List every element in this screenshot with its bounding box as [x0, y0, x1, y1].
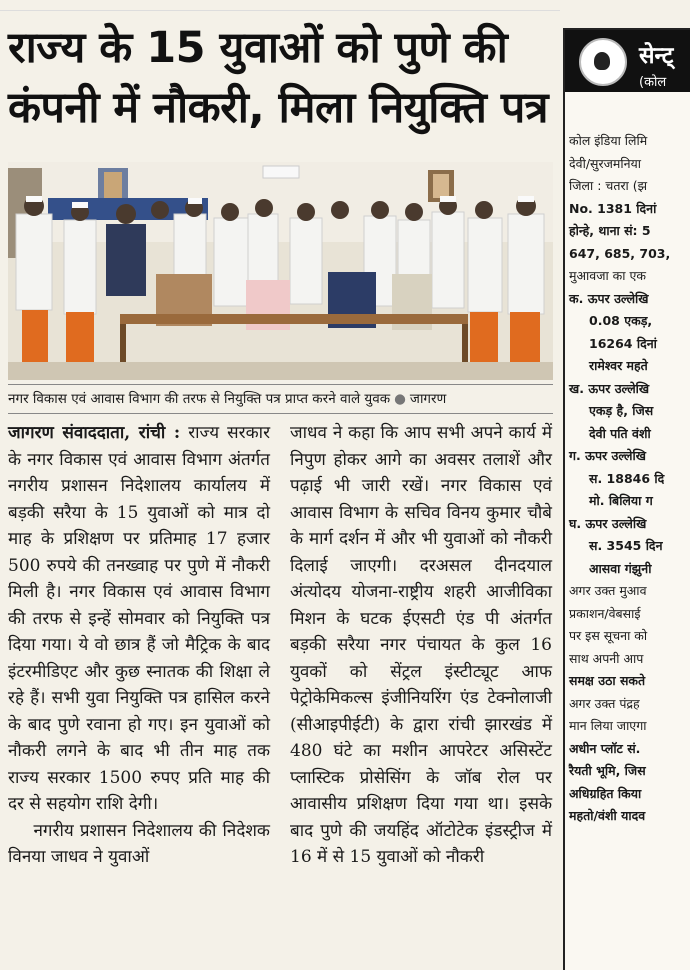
advertisement-line: घ. ऊपर उल्लेखि	[569, 515, 647, 531]
advertisement-line: रामेश्वर महते	[589, 358, 648, 373]
advertisement-subtitle: (कोल	[639, 75, 667, 90]
advertisement-line: अगर उक्त पंद्रह	[569, 695, 640, 711]
article-headline	[8, 18, 553, 138]
advertisement-line: जिला : चतरा (झ	[569, 178, 648, 193]
advertisement-line: कोल इंडिया लिमि	[569, 133, 648, 148]
paragraph-1-text: राज्य सरकार के नगर विकास एवं आवास विभाग अंतर्गत नगरीय प्रशासन निदेशालय कार्यालय में बड़की सरैया के 15 युवाओं को मात्र दो माह के प्रशिक्षण पर प्रतिमाह 17 हजार 500 रुपये की तनख्वाह पर पुणे में नौकरी मिली है। नगर विकास एवं आवास विभाग की तरफ से इन्हें सोमवार को नियुक्ति पत्र दिया गया। ये वो छात्र हैं जो मैट्रिक के बाद इंटरमीडिएट और कुछ स्नातक की शिक्षा ले रहे हैं। सभी युवा नियुक्ति पत्र हासिल करने के बाद पुणे रवाना हो गए। इन युवाओं को नौकरी लगने के बाद भी तीन माह तक राज्य सरकार 1500 रुपए प्रति माह की दर से सहयोग राशि देगी।	[8, 423, 271, 814]
advertisement-line: साथ अपनी आप	[569, 650, 644, 666]
advertisement-line: 16264 दिनां	[589, 335, 657, 351]
advertisement-line: प्रकाशन/वेबसाई	[569, 605, 641, 621]
advertisement-line: पर इस सूचना को	[569, 628, 648, 643]
bullet-icon: ●	[394, 391, 406, 407]
article-column-2	[290, 420, 552, 871]
advertisement-line: ख. ऊपर उल्लेखि	[569, 380, 650, 396]
group-photo-illustration	[8, 162, 553, 380]
advertisement-line: स. 18846 दि	[589, 470, 665, 486]
advertisement-line: आसवा गंझुनी	[589, 560, 652, 576]
advertisement-line: क. ऊपर उल्लेखि	[569, 290, 649, 306]
article-column-1	[8, 420, 270, 871]
byline: जागरण संवाददाता, रांची :	[8, 423, 181, 443]
advertisement-line: एकड़ है, जिस	[589, 403, 654, 418]
advertisement-line: होन्हे, थाना सं: 5	[569, 223, 651, 238]
advertisement-line: ग. ऊपर उल्लेखि	[569, 448, 646, 463]
advertisement-line: अधीन प्लॉट सं.	[569, 740, 641, 756]
advertisement-line: मो. बिलिया ग	[589, 493, 653, 508]
advertisement-title: सेन्ट्	[639, 43, 674, 69]
advertisement-line: समक्ष उठा सकते	[569, 673, 646, 688]
headline-line-2: कंपनी में नौकरी, मिला नियुक्ति पत्र	[8, 83, 549, 133]
advertisement-notice	[563, 28, 690, 970]
advertisement-line: रैयती भूमि, जिस	[569, 763, 646, 778]
advertisement-line: 0.08 एकड़,	[589, 313, 653, 328]
photo-caption	[8, 384, 553, 414]
caption-credit: जागरण	[409, 391, 447, 407]
advertisement-body	[565, 92, 690, 828]
advertisement-line: स. 3545 दिन	[589, 538, 663, 553]
advertisement-line: 647, 685, 703,	[569, 245, 671, 261]
advertisement-line: अधिग्रहित किया	[569, 785, 642, 801]
headline-line-1: राज्य के 15 युवाओं को पुणे की	[8, 23, 508, 73]
advertisement-line: No. 1381 दिनां	[569, 200, 657, 216]
article-paragraph-3: जाधव ने कहा कि आप सभी अपने कार्य में निपुण होकर आगे का अवसर तलाशें और पढ़ाई भी जारी रखें। नगर विकास एवं आवास विभाग के सचिव विनय कुमार चौबे के मार्ग दर्शन में और भी युवाओं को नौकरी दिलाई जाएगी। दरअसल दीनदयाल अंत्योदय योजना-राष्ट्रीय शहरी आजीविका मिशन के घटक ईएसटी एंड पी अंतर्गत बड़की सरैया नगर पंचायत के कुल 16 युवकों को सेंट्रल इंस्टीट्यूट आफ पेट्रोकेमिकल्स इंजीनियरिंग एंड टेक्नोलाजी (सीआइपीईटी) के द्वारा रांची झारखंड में 480 घंटे का मशीन आपरेटर असिस्टेंट प्लास्टिक प्रोसेसिंग के जॉब रोल पर आवासीय प्रशिक्षण दिया गया था। इसके बाद पुणे की जयहिंद ऑटोटेक इंडस्ट्रीज में 16 में से 15 युवाओं को नौकरी	[290, 423, 552, 867]
news-photo	[8, 162, 553, 380]
advertisement-line: मुआवजा का एक	[569, 268, 647, 283]
advertisement-header	[565, 30, 690, 92]
advertisement-line: देवी/सुरजमनिया	[569, 155, 642, 171]
advertisement-line: मान लिया जाएगा	[569, 718, 647, 733]
advertisement-line: महतो/वंशी यादव	[569, 808, 646, 823]
article-paragraph-2: नगरीय प्रशासन निदेशालय की निदेशक विनया जाधव ने युवाओं	[8, 820, 270, 867]
previous-article-strip	[0, 0, 560, 11]
article-paragraph-1	[8, 420, 270, 818]
advertisement-line: देवी पति वंशी	[589, 425, 651, 441]
company-logo-icon	[579, 38, 627, 86]
caption-text: नगर विकास एवं आवास विभाग की तरफ से नियुक्ति पत्र प्राप्त करने वाले युवक	[8, 391, 391, 407]
advertisement-line: अगर उक्त मुआव	[569, 583, 647, 598]
